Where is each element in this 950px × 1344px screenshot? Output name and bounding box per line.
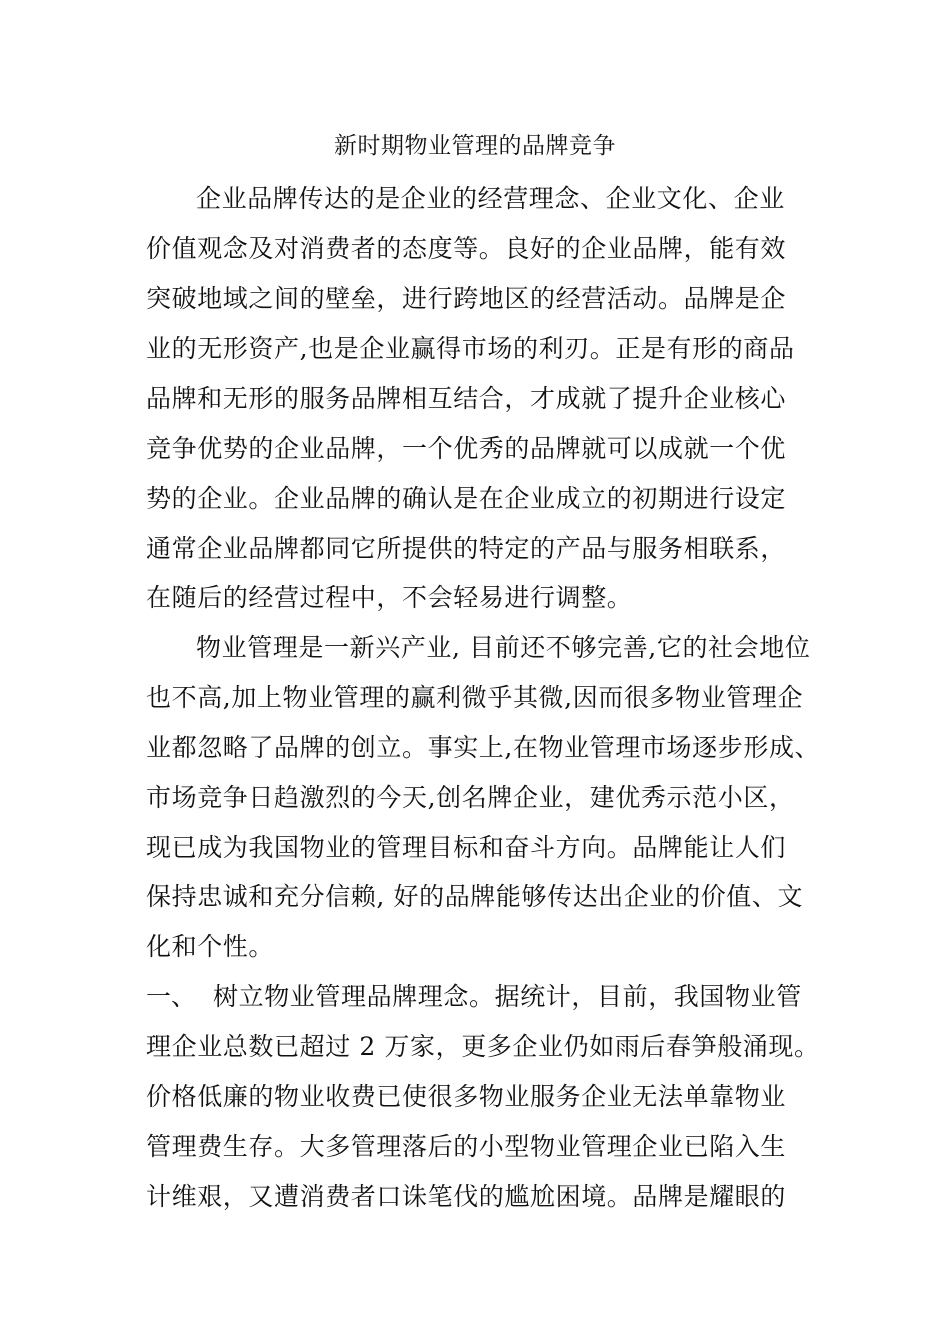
paragraph-line: 品牌和无形的服务品牌相互结合，才成就了提升企业核心: [146, 384, 787, 413]
paragraph-line: 通常企业品牌都同它所提供的特定的产品与服务相联系，: [146, 534, 787, 563]
section-line: 树立物业管理品牌理念。据统计，目前，我国物业管: [213, 982, 802, 1011]
paragraph-line: 突破地域之间的壁垒，进行跨地区的经营活动。品牌是企: [146, 284, 787, 313]
paragraph-line: 势的企业。企业品牌的确认是在企业成立的初期进行设定: [146, 484, 787, 513]
paragraph-line: 保持忠诚和充分信赖, 好的品牌能够传达出企业的价值、文: [146, 882, 804, 911]
paragraph-line: 市场竞争日趋激烈的今天,创名牌企业，建优秀示范小区，: [146, 783, 795, 812]
section-line: 理企业总数已超过 2 万家，更多企业仍如雨后春笋般涌现。: [146, 1032, 820, 1061]
paragraph-line: 在随后的经营过程中，不会轻易进行调整。: [146, 583, 633, 612]
paragraph-line: 也不高,加上物业管理的赢利微乎其微,因而很多物业管理企: [146, 683, 804, 712]
paragraph-line: 物业管理是一新兴产业, 目前还不够完善,它的社会地位: [196, 633, 811, 662]
document-title: 新时期物业管理的品牌竞争: [334, 133, 616, 159]
paragraph-line: 价值观念及对消费者的态度等。良好的企业品牌，能有效: [146, 234, 787, 263]
paragraph-line: 业的无形资产,也是企业赢得市场的利刃。正是有形的商品: [146, 334, 795, 363]
section-line: 计维艰，又遭消费者口诛笔伐的尴尬困境。品牌是耀眼的: [146, 1182, 787, 1211]
paragraph-line: 现已成为我国物业的管理目标和奋斗方向。品牌能让人们: [146, 833, 787, 862]
paragraph-line: 化和个性。: [146, 932, 275, 961]
list-marker: 一、: [146, 982, 197, 1011]
section-line: 价格低廉的物业收费已使很多物业服务企业无法单靠物业: [146, 1082, 787, 1111]
paragraph-line: 业都忽略了品牌的创立。事实上,在物业管理市场逐步形成、: [146, 733, 821, 762]
paragraph-line: 企业品牌传达的是企业的经营理念、企业文化、企业: [196, 184, 785, 213]
paragraph-line: 竞争优势的企业品牌，一个优秀的品牌就可以成就一个优: [146, 434, 787, 463]
section-line: 管理费生存。大多管理落后的小型物业管理企业已陷入生: [146, 1132, 787, 1161]
